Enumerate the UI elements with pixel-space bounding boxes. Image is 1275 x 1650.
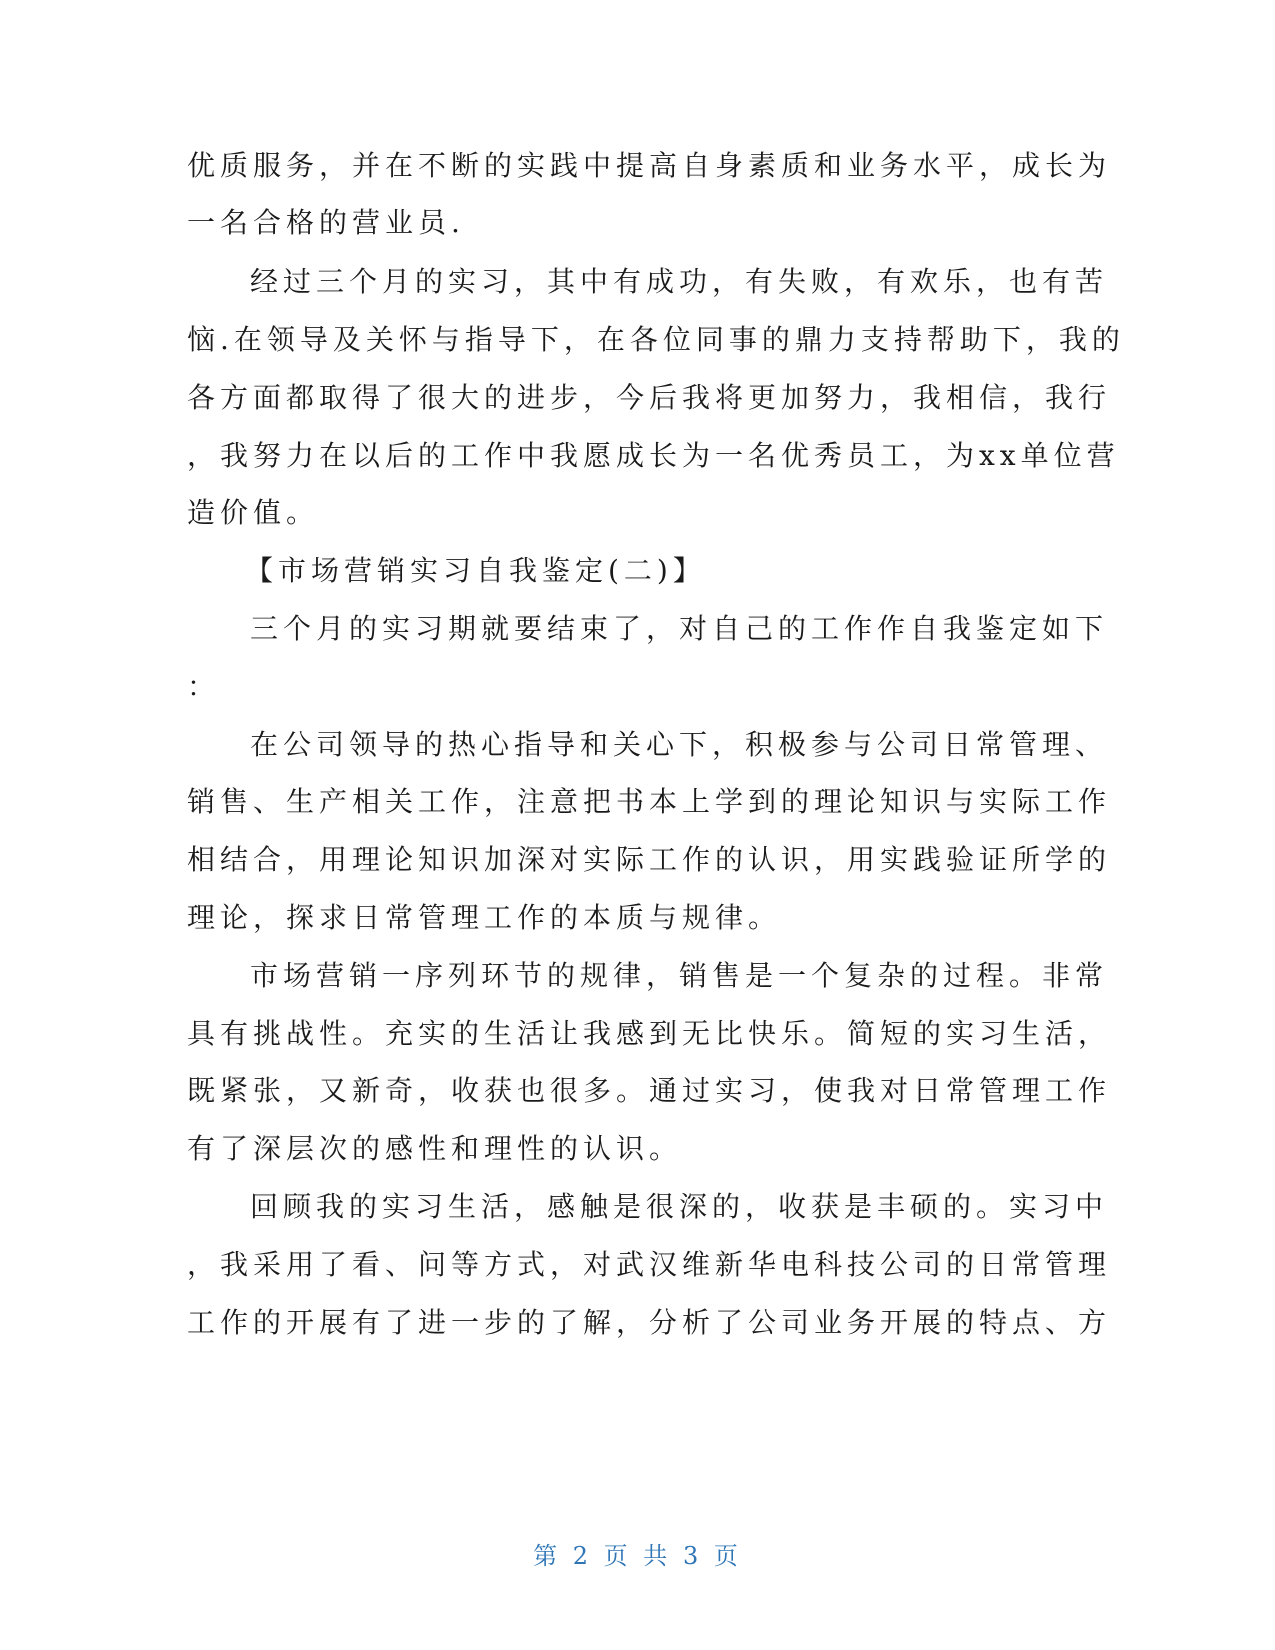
text-line: 恼.在领导及关怀与指导下，在各位同事的鼎力支持帮助下，我的 <box>187 323 1125 356</box>
text-line: 市场营销一序列环节的规律，销售是一个复杂的过程。非常 <box>250 959 1109 992</box>
text-line: 三个月的实习期就要结束了，对自己的工作作自我鉴定如下 <box>250 612 1109 645</box>
text-line: 相结合，用理论知识加深对实际工作的认识，用实践验证所学的 <box>187 843 1112 876</box>
text-line: 在公司领导的热心指导和关心下，积极参与公司日常管理、 <box>250 728 1109 761</box>
text-line: 工作的开展有了进一步的了解，分析了公司业务开展的特点、方 <box>187 1306 1112 1339</box>
text-line: 理论，探求日常管理工作的本质与规律。 <box>187 901 782 934</box>
text-line: ，我采用了看、问等方式，对武汉维新华电科技公司的日常管理 <box>187 1248 1112 1281</box>
text-line: 既紧张，又新奇，收获也很多。通过实习，使我对日常管理工作 <box>187 1074 1112 1107</box>
text-line: 经过三个月的实习，其中有成功，有失败，有欢乐，也有苦 <box>250 265 1109 298</box>
text-line: 回顾我的实习生活，感触是很深的，收获是丰硕的。实习中 <box>250 1190 1109 1223</box>
text-line: ，我努力在以后的工作中我愿成长为一名优秀员工，为xx单位营 <box>187 439 1120 472</box>
text-line: 一名合格的营业员. <box>187 206 465 239</box>
text-line: 销售、生产相关工作，注意把书本上学到的理论知识与实际工作 <box>187 785 1112 818</box>
page-number-footer: 第 2 页 共 3 页 <box>533 1542 742 1570</box>
text-line: 优质服务，并在不断的实践中提高自身素质和业务水平，成长为 <box>187 149 1112 182</box>
text-line: 有了深层次的感性和理性的认识。 <box>187 1132 683 1165</box>
text-line: ： <box>187 670 221 703</box>
text-line: 具有挑战性。充实的生活让我感到无比快乐。简短的实习生活， <box>187 1017 1112 1050</box>
section-heading: 【市场营销实习自我鉴定(二)】 <box>245 554 706 587</box>
text-line: 造价值。 <box>187 496 320 529</box>
text-line: 各方面都取得了很大的进步，今后我将更加努力，我相信，我行 <box>187 381 1112 414</box>
